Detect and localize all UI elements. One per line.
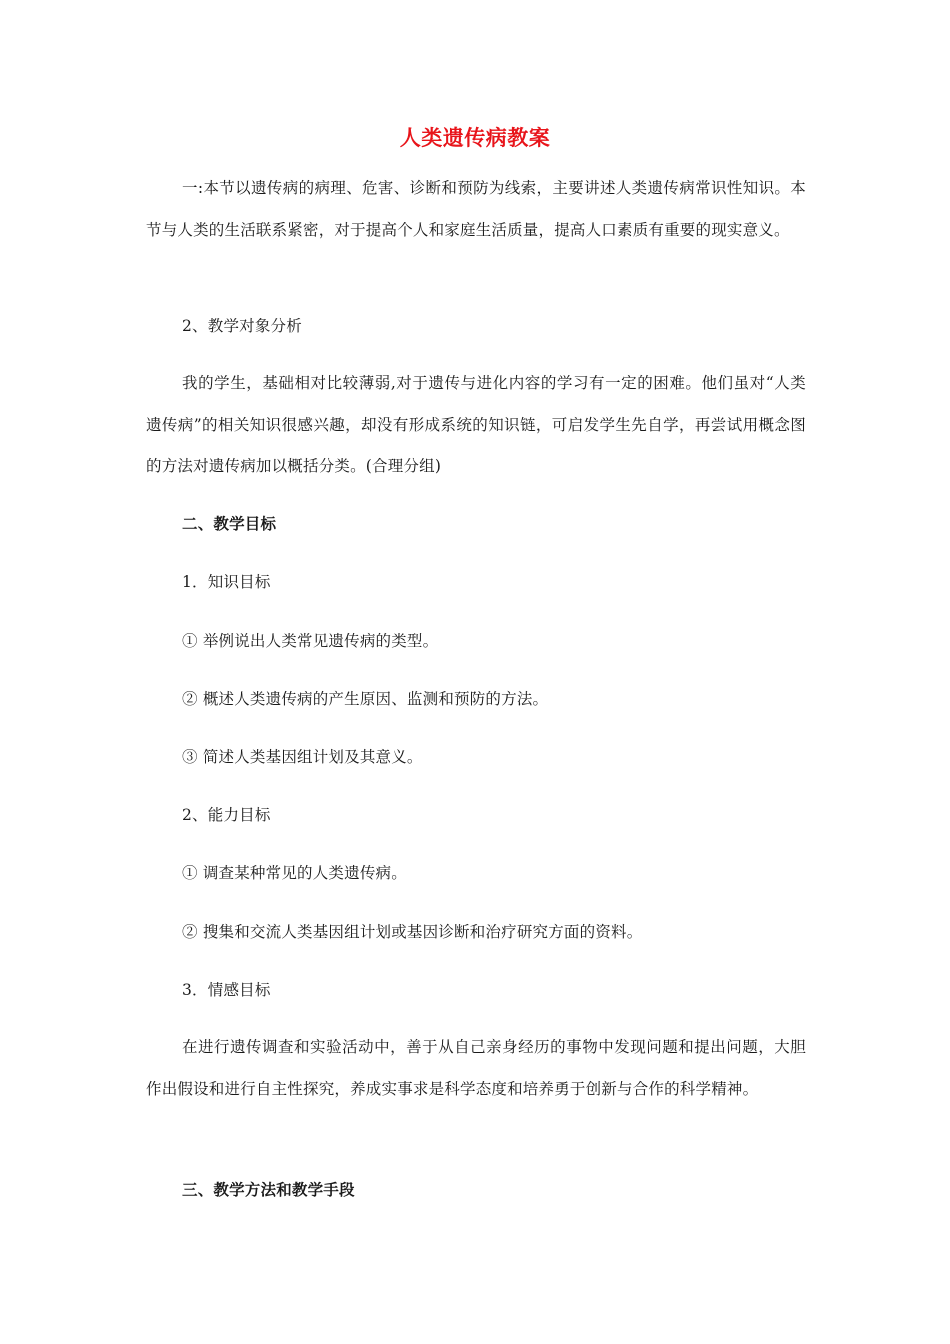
emotion-goals-title: 3．情感目标: [182, 981, 271, 999]
methods-heading: 三、教学方法和教学手段: [182, 1180, 355, 1199]
ability-goals-title: 2、能力目标: [182, 806, 271, 824]
knowledge-goals-title: 1．知识目标: [182, 573, 271, 591]
intro-paragraph: 一:本节以遗传病的病理、危害、诊断和预防为线索，主要讲述人类遗传病常识性知识。本节与人类的生活联系紧密，对于提高个人和家庭生活质量，提高人口素质有重要的现实意义。: [146, 179, 806, 239]
ability-item: ① 调查某种常见的人类遗传病。: [182, 864, 407, 882]
knowledge-item: ② 概述人类遗传病的产生原因、监测和预防的方法。: [182, 690, 549, 708]
knowledge-item: ③ 简述人类基因组计划及其意义。: [182, 748, 423, 766]
student-analysis-paragraph: 我的学生，基础相对比较薄弱,对于遗传与进化内容的学习有一定的困难。他们虽对“人类遗传病”的相关知识很感兴趣，却没有形成系统的知识链，可启发学生先自学，再尝试用概念图的方法对遗传病加以概括分类。(合理分组): [146, 374, 806, 475]
ability-item: ② 搜集和交流人类基因组计划或基因诊断和治疗研究方面的资料。: [182, 923, 643, 941]
goals-heading: 二、教学目标: [182, 514, 277, 533]
knowledge-item: ① 举例说出人类常见遗传病的类型。: [182, 632, 439, 650]
emotion-goals-paragraph: 在进行遗传调查和实验活动中，善于从自己亲身经历的事物中发现问题和提出问题，大胆作出假设和进行自主性探究，养成实事求是科学态度和培养勇于创新与合作的科学精神。: [146, 1038, 806, 1098]
document-title: 人类遗传病教案: [399, 125, 551, 150]
student-analysis-title: 2、教学对象分析: [182, 317, 302, 335]
